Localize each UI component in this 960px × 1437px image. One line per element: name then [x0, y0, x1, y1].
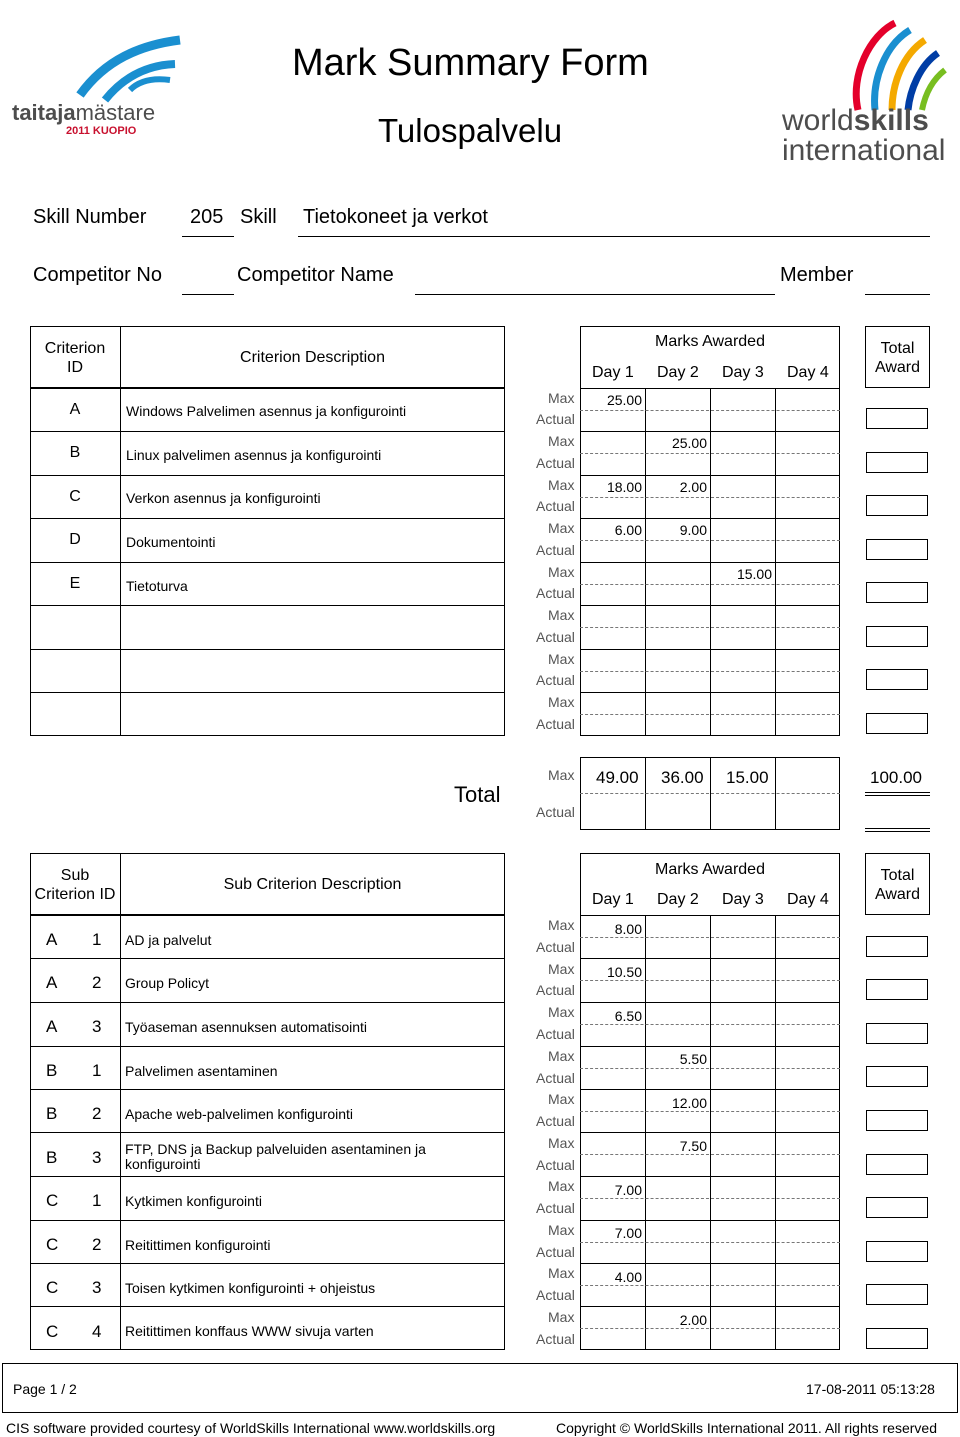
total-award-field[interactable] — [866, 626, 928, 647]
total-award-field[interactable] — [866, 713, 928, 734]
sub-criterion-description: AD ja palvelut — [125, 932, 212, 948]
actual-label: Actual — [536, 498, 575, 514]
max-label: Max — [548, 1178, 575, 1194]
sub-criterion-id: C — [46, 1278, 59, 1297]
competitor-name-line — [415, 294, 775, 295]
actual-label: Actual — [536, 585, 575, 601]
criterion-id: A — [69, 401, 81, 418]
max-label: Max — [548, 651, 575, 667]
competitor-no-label: Competitor No — [33, 264, 162, 286]
sub-criterion-description: Toisen kytkimen konfigurointi + ohjeistus — [125, 1280, 376, 1296]
max-label: Max — [548, 1091, 575, 1107]
sub-criterion-id: B — [46, 1148, 58, 1167]
total-award-field[interactable] — [866, 669, 928, 690]
day1-total: 49.00 — [596, 768, 639, 787]
max-label: Max — [548, 433, 575, 449]
member-label: Member — [780, 264, 854, 286]
max-label: Max — [548, 961, 575, 977]
max-label: Max — [548, 1048, 575, 1064]
sub-criterion-number: 1 — [92, 1191, 102, 1210]
sub-criterion-description: Kytkimen konfigurointi — [125, 1193, 262, 1209]
sub-criterion-id-header: Sub — [60, 867, 90, 884]
day2-total: 36.00 — [661, 768, 704, 787]
criterion-description: Linux palvelimen asennus ja konfigurointi — [126, 447, 382, 463]
day2-max-value: 7.50 — [679, 1138, 707, 1154]
skill-name-value: Tietokoneet ja verkot — [303, 206, 488, 228]
page-subtitle: Tulospalvelu — [378, 112, 563, 149]
actual-label: Actual — [536, 1157, 575, 1173]
competitor-name-label: Competitor Name — [237, 264, 394, 286]
day1-max-value: 4.00 — [614, 1269, 642, 1285]
actual-label: Actual — [536, 982, 575, 998]
criterion-description: Windows Palvelimen asennus ja konfigurointi — [126, 403, 407, 419]
max-label: Max — [548, 607, 575, 623]
total-award-field[interactable] — [866, 1197, 928, 1218]
day2-max-value: 5.50 — [679, 1051, 707, 1067]
sub-criterion-description-header: Sub Criterion Description — [223, 876, 402, 893]
skill-number-line — [182, 236, 234, 237]
criterion-description: Verkon asennus ja konfigurointi — [126, 490, 321, 506]
sub-criterion-id-header-2: Criterion ID — [34, 886, 116, 903]
competitor-no-line — [182, 294, 234, 295]
max-label: Max — [548, 767, 575, 783]
total-award-field[interactable] — [866, 936, 928, 957]
max-label: Max — [548, 917, 575, 933]
sub-criterion-id: A — [46, 973, 58, 992]
logo-sub: 2011 KUOPIO — [66, 125, 137, 137]
actual-label: Actual — [536, 411, 575, 427]
sub-day1-header: Day 1 — [592, 891, 634, 908]
actual-label: Actual — [536, 1113, 575, 1129]
logo-text-a: taitaja — [12, 100, 76, 125]
day1-max-value: 7.00 — [614, 1225, 642, 1241]
sub-day3-header: Day 3 — [722, 891, 764, 908]
skill-number-value: 205 — [190, 206, 224, 228]
footer-copyright: Copyright © WorldSkills International 2011. All rights reserved — [556, 1420, 937, 1436]
sub-day4-header: Day 4 — [787, 891, 829, 908]
total-label: Total — [454, 782, 501, 807]
sub-criterion-number: 1 — [92, 1061, 102, 1080]
day1-max-value: 8.00 — [614, 921, 642, 937]
day3-max-value: 15.00 — [736, 566, 772, 582]
day2-header: Day 2 — [657, 364, 699, 381]
sub-criterion-number: 2 — [92, 973, 102, 992]
total-award-field[interactable] — [866, 495, 928, 516]
sub-total-award-header-2: Award — [874, 886, 921, 903]
day3-header: Day 3 — [722, 364, 764, 381]
actual-label: Actual — [536, 716, 575, 732]
actual-label: Actual — [536, 672, 575, 688]
sub-criterion-description: Reitittimen konffaus WWW sivuja varten — [125, 1323, 374, 1339]
day1-max-value: 10.50 — [606, 964, 642, 980]
day2-max-value: 2.00 — [679, 1312, 707, 1328]
day1-max-value: 6.50 — [614, 1008, 642, 1024]
total-award-field[interactable] — [866, 1328, 928, 1349]
actual-label: Actual — [536, 1287, 575, 1303]
sub-criterion-number: 2 — [92, 1235, 102, 1254]
actual-label: Actual — [536, 1070, 575, 1086]
page-number: Page 1 / 2 — [13, 1381, 77, 1397]
logo-international: international — [782, 134, 946, 167]
sub-criterion-id: C — [46, 1191, 59, 1210]
sub-criterion-number: 3 — [92, 1017, 102, 1036]
sub-criterion-id: C — [46, 1322, 59, 1341]
max-label: Max — [548, 1135, 575, 1151]
actual-label: Actual — [536, 804, 575, 820]
skill-number-label: Skill Number — [33, 206, 147, 228]
criterion-id: B — [69, 444, 81, 461]
footer-credit: CIS software provided courtesy of WorldSkills International www.worldskills.org — [6, 1420, 496, 1436]
sub-criterion-description: Reitittimen konfigurointi — [125, 1237, 271, 1253]
sub-criterion-description: FTP, DNS ja Backup palveluiden asentaminen ja konfigurointi — [125, 1141, 426, 1172]
day3-total: 15.00 — [726, 768, 769, 787]
max-label: Max — [548, 1309, 575, 1325]
criterion-id-header: Criterion — [44, 340, 106, 357]
total-award-field[interactable] — [866, 1154, 928, 1175]
total-award-field[interactable] — [866, 408, 928, 429]
total-award-field[interactable] — [866, 1066, 928, 1087]
day2-max-value: 12.00 — [671, 1095, 707, 1111]
logo-world: world — [782, 104, 854, 137]
sub-criterion-number: 4 — [92, 1322, 102, 1341]
left-logo — [10, 20, 185, 140]
total-award-field[interactable] — [866, 1241, 928, 1262]
criterion-id: E — [69, 575, 81, 592]
day1-header: Day 1 — [592, 364, 634, 381]
actual-label: Actual — [536, 629, 575, 645]
sub-criterion-number: 3 — [92, 1148, 102, 1167]
actual-label: Actual — [536, 1026, 575, 1042]
sub-criterion-description: Apache web-palvelimen konfigurointi — [125, 1106, 354, 1122]
total-award-field[interactable] — [866, 582, 928, 603]
page-title: Mark Summary Form — [292, 42, 649, 84]
right-logo — [780, 15, 950, 170]
logo-skills: skills — [853, 104, 929, 137]
sub-marks-awarded-header: Marks Awarded — [655, 861, 765, 878]
actual-label: Actual — [536, 1331, 575, 1347]
skill-label: Skill — [240, 206, 277, 228]
sub-criterion-description: Group Policyt — [125, 975, 210, 991]
criterion-description-header: Criterion Description — [240, 349, 385, 366]
max-label: Max — [548, 390, 575, 406]
total-award-field[interactable] — [866, 452, 928, 473]
actual-label: Actual — [536, 939, 575, 955]
day1-max-value: 7.00 — [614, 1182, 642, 1198]
actual-label: Actual — [536, 455, 575, 471]
skill-name-line — [298, 236, 930, 237]
sub-criterion-id: A — [46, 1017, 58, 1036]
total-award-field[interactable] — [866, 1110, 928, 1131]
max-label: Max — [548, 1265, 575, 1281]
sub-criterion-number: 2 — [92, 1104, 102, 1123]
sub-criterion-id: B — [46, 1061, 58, 1080]
actual-label: Actual — [536, 542, 575, 558]
logo-text-b: mästare — [75, 100, 156, 125]
criterion-description: Dokumentointi — [126, 534, 216, 550]
total-award-field[interactable] — [866, 539, 928, 560]
max-label: Max — [548, 564, 575, 580]
day2-max-value: 25.00 — [671, 435, 707, 451]
criterion-id: D — [69, 531, 81, 548]
total-award-header: Total — [880, 340, 915, 357]
max-label: Max — [548, 1004, 575, 1020]
worldskills-logo-icon — [780, 15, 950, 115]
day2-max-value: 9.00 — [679, 522, 707, 538]
sub-criterion-id: C — [46, 1235, 59, 1254]
sub-criterion-id: A — [46, 930, 58, 949]
day4-header: Day 4 — [787, 364, 829, 381]
total-award-field[interactable] — [866, 979, 928, 1000]
day2-max-value: 2.00 — [679, 479, 707, 495]
award-total: 100.00 — [870, 768, 922, 787]
total-award-header-2: Award — [874, 359, 921, 376]
member-line — [865, 294, 930, 295]
sub-day2-header: Day 2 — [657, 891, 699, 908]
day1-max-value: 18.00 — [606, 479, 642, 495]
max-label: Max — [548, 520, 575, 536]
day1-max-value: 6.00 — [614, 522, 642, 538]
max-label: Max — [548, 694, 575, 710]
day1-max-value: 25.00 — [606, 392, 642, 408]
sub-total-award-header: Total — [880, 867, 915, 884]
actual-label: Actual — [536, 1244, 575, 1260]
total-award-field[interactable] — [866, 1023, 928, 1044]
max-label: Max — [548, 1222, 575, 1238]
actual-label: Actual — [536, 1200, 575, 1216]
sub-criterion-id: B — [46, 1104, 58, 1123]
max-label: Max — [548, 477, 575, 493]
marks-awarded-header: Marks Awarded — [655, 333, 765, 350]
sub-criterion-number: 1 — [92, 930, 102, 949]
sub-criterion-description: Työaseman asennuksen automatisointi — [125, 1019, 368, 1035]
sub-criterion-number: 3 — [92, 1278, 102, 1297]
criterion-id-header-2: ID — [67, 359, 83, 376]
total-award-field[interactable] — [866, 1284, 928, 1305]
criterion-description: Tietoturva — [126, 578, 188, 594]
sub-criterion-description: Palvelimen asentaminen — [125, 1063, 278, 1079]
print-timestamp: 17-08-2011 05:13:28 — [806, 1381, 935, 1397]
criterion-id: C — [69, 488, 81, 505]
